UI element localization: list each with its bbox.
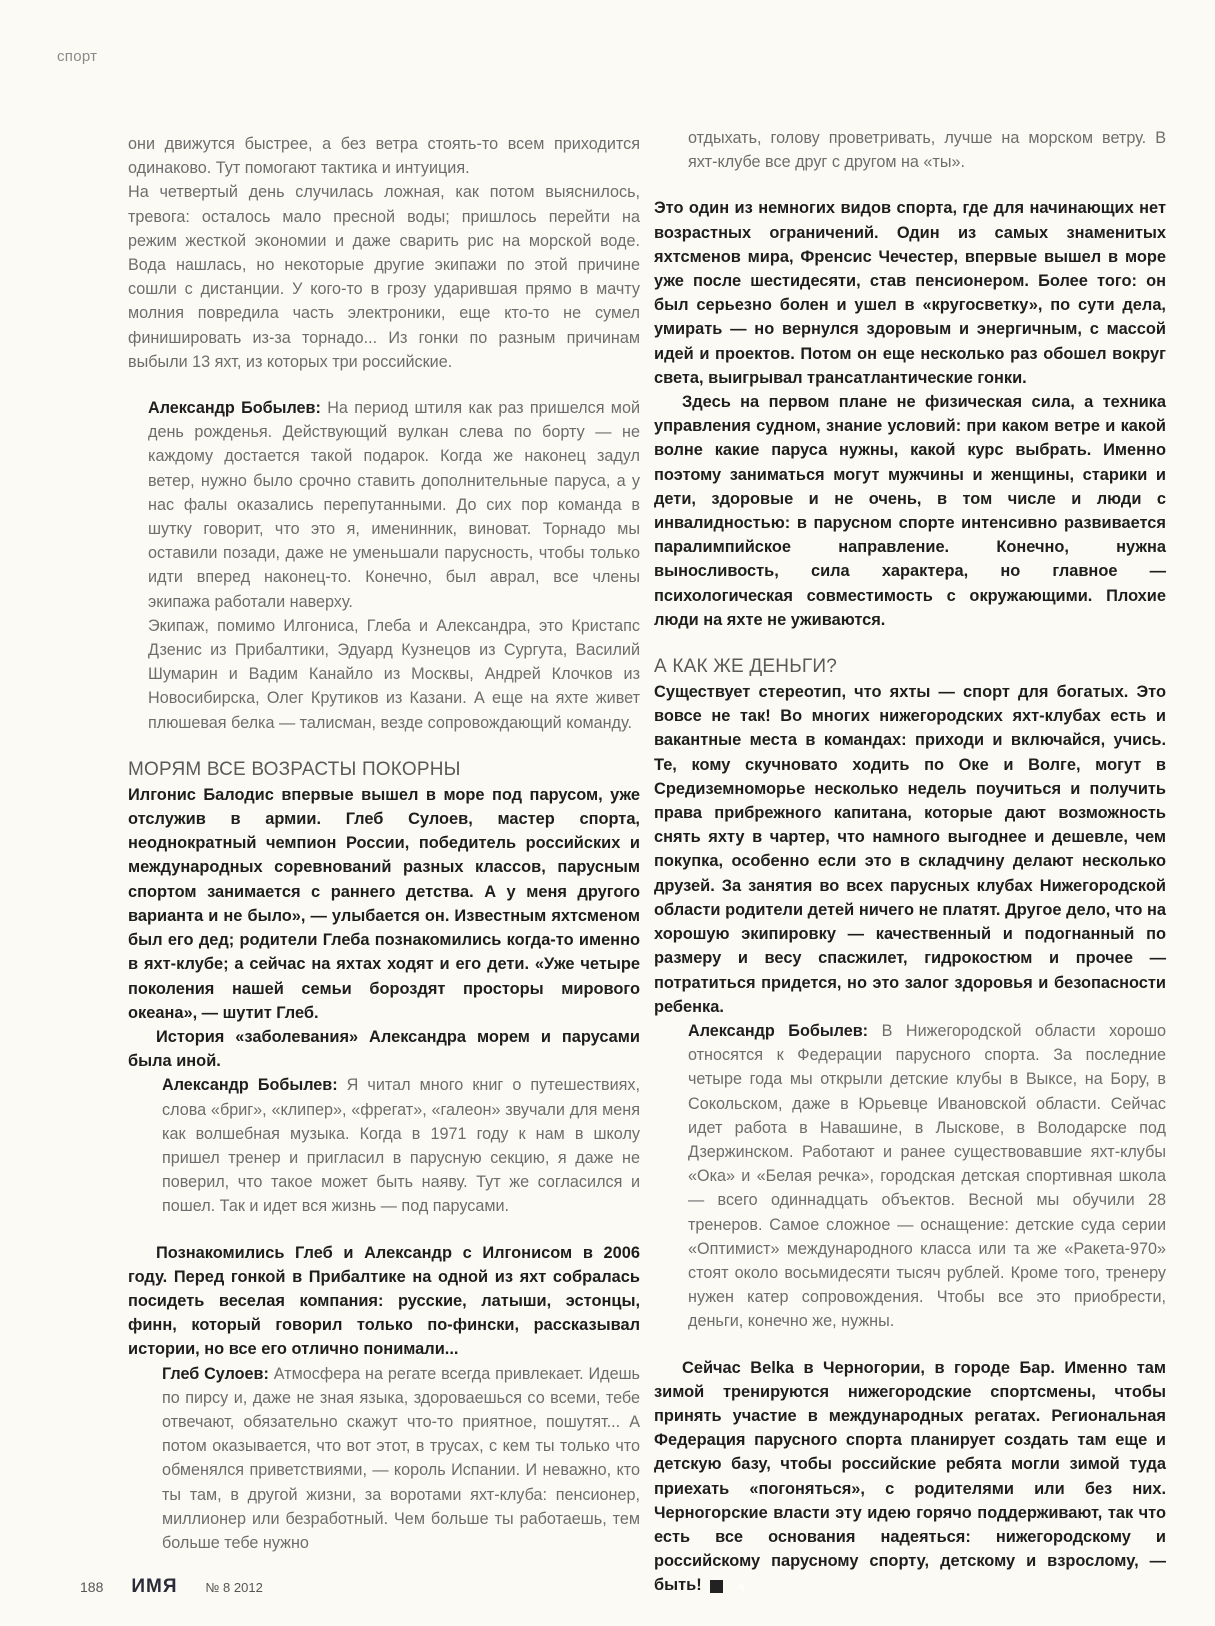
paragraph: Познакомились Глеб и Александр с Илгонисом в 2006 году. Перед гонкой в Прибалтике на одной из яхт собралась посидеть веселая компания: русские, латыши, эстонцы, финн, который говорил только по-фински, рассказывал истории, но все его отлично понимали... [128, 1243, 640, 1359]
quote-paragraph [162, 1362, 640, 1556]
paragraph: Илгонис Балодис впервые вышел в море под парусом, уже отслужив в армии. Глеб Сулоев, мастер спорта, неоднократный чемпион России, победитель российских и международных соревнований разных классов, парусным спортом занимается с раннего детства. А у меня другого варианта и не было», — улыбается он. Известным яхтсменом был его дед; родители Глеба познакомились когда-то именно в яхт-клубе; а сейчас на яхтах ходят и его дети. «Уже четыре поколения нашей семьи бороздят просторы мирового океана», — шутит Глеб. [128, 785, 640, 1022]
speaker-name: Александр Бобылев: [162, 1076, 338, 1095]
issue-info: № 8 2012 [205, 1579, 263, 1595]
paragraph: На четвертый день случилась ложная, как потом выяснилось, тревога: осталось мало пресной воды; пришлось перейти на режим жесткой экономии и даже сварить рис на морской воде. Вода нашлась, но некоторые другие экипажи по этой причине сошли с дистанции. У кого-то в грозу ударившая прямо в мачту молния повредила часть электроники, еще кто-то не сумел финишировать из-за торнадо... Из гонки по разным причинам выбыли 13 яхт, из которых три российские. [128, 183, 640, 371]
quote-block [128, 396, 640, 735]
speaker-name: Александр Бобылев: [688, 1021, 869, 1040]
paragraph: Существует стереотип, что яхты — спорт для богатых. Это вовсе не так! Во многих нижегородских яхт-клубах есть и вакантные места в командах: приходи и включайся, учись. Те, кому скучновато ходить по Оке и Волге, могут в Средиземноморье несколько недель поучиться и получить права прибрежного капитана, которые дают возможность снять яхту в чартер, что намного выгоднее и дешевле, чем покупка, особенно если это в складчину делают несколько друзей. За занятия во всех парусных клубах Нижегородской области родители детей ничего не платят. Другое дело, что на хорошую экипировку — качественный и подогнанный по размеру и весу спасжилет, гидрокостюм и прочее — потратиться придется, но это залог здоровья и безопасности ребенка. [654, 683, 1166, 1016]
section-label: спорт [57, 48, 98, 65]
quote-block [654, 126, 1166, 174]
subheading: МОРЯМ ВСЕ ВОЗРАСТЫ ПОКОРНЫ [128, 758, 461, 780]
quote-block [654, 1019, 1166, 1334]
quote-text: Я читал много книг о путешествиях, слова «бриг», «клипер», «фрегат», «галеон» звучали для меня как волшебная музыка. Когда в 1971 году к нам в школу пришел тренер и пригласил в парусную секцию, я даже не поверил, что такое может быть наяву. Тут же согласился и пошел. Так и идет вся жизнь — под парусами. [162, 1076, 640, 1216]
page-number: 188 [80, 1579, 104, 1595]
left-column [128, 132, 640, 1555]
paragraph: Экипаж, помимо Илгониса, Глеба и Александра, это Кристапс Дзенис из Прибалтики, Эдуард Кузнецов из Сургута, Василий Шумарин и Вадим Канайло из Москвы, Андрей Клочков из Новосибирска, Олег Крутиков из Казани. А еще на яхте живет плюшевая белка — талисман, везде сопровождающий команду. [148, 616, 640, 732]
right-column [654, 126, 1166, 1598]
quote-text: В Нижегородской области хорошо относятся к Федерации парусного спорта. За последние четыре года мы открыли детские клубы в Выксе, на Бору, в Сокольском, даже в Юрьевце Ивановской области. Сейчас идет работа в Навашине, в Лыскове, в Володарске под Дзержинском. Работают и ранее существовавшие яхт-клубы «Ока» и «Белая речка», городская детская спортивная школа — всего одиннадцать объектов. Весной мы обучили 28 тренеров. Самое сложное — оснащение: детские суда серии «Оптимист» международного класса или та же «Ракета-970» стоят около восьмидесяти тысяч рублей. Кроме того, тренеру нужен катер сопровождения. Чтобы все это приобрести, деньги, конечно же, нужны. [688, 1021, 1166, 1331]
paragraph: они движутся быстрее, а без ветра стоять-то всем приходится одинаково. Тут помогают тактика и интуиция. [128, 135, 640, 178]
quote-paragraph [148, 396, 640, 614]
paragraph: История «заболевания» Александра морем и парусами была иной. [128, 1027, 640, 1071]
quote-paragraph [162, 1073, 640, 1218]
quote-text: Атмосфера на регате всегда привлекает. Идешь по пирсу и, даже не зная языка, здороваешься со всеми, тебе отвечают, обязательно скажут что-то приятное, пошутят... А потом оказывается, что вот этот, в трусах, с кем ты только что обменялся приветствиями, — король Испании. И неважно, кто ты там, в другой жизни, за воротами яхт-клуба: пенсионер, миллионер или безработный. Чем больше ты работаешь, тем больше тебе нужно [162, 1364, 640, 1552]
subheading: А КАК ЖЕ ДЕНЬГИ? [654, 656, 837, 678]
end-of-article-icon: ц [710, 1580, 723, 1593]
paragraph [654, 1356, 1166, 1598]
speaker-name: Глеб Сулоев: [162, 1364, 269, 1383]
page-footer [80, 1576, 263, 1598]
paragraph: Здесь на первом плане не физическая сила, а техника управления судном, знание условий: при каком ветре и какой волне какие паруса нужны, какой курс выбрать. Именно поэтому заниматься могут мужчины и женщины, старики и дети, здоровые и не очень, в том числе и люди с инвалидностью: в парусном спорте интенсивно развивается паралимпийское направление. Конечно, нужна выносливость, сила характера, но главное — психологическая совместимость с окружающими. Плохие люди на яхте не уживаются. [654, 393, 1166, 629]
closing-text: Сейчас Belka в Черногории, в городе Бар. Именно там зимой тренируются нижегородские спортсмены, чтобы принять участие в международных регатах. Региональная Федерация парусного спорта планирует создать там еще и детскую базу, чтобы российские ребята могли зимой туда приехать «погоняться», с родителями или без них. Черногорские власти эту идею горячо поддерживают, так что есть все основания надеяться: нижегородскому и российскому парусному спорту, детскому и взрослому, — быть! [654, 1358, 1166, 1595]
quote-block [128, 1362, 640, 1556]
quote-text: На период штиля как раз пришелся мой день рожденья. Действующий вулкан слева по борту — не каждому достается такой подарок. Когда же наконец задул ветер, нужно было срочно ставить дополнительные паруса, а у нас фалы оказались перепутанными. До сих пор команда в шутку говорит, что это я, именинник, виноват. Торнадо мы оставили позади, даже не уменьшали парусность, чтобы только идти вперед наконец-то. Конечно, был аврал, все члены экипажа работали наверху. [148, 399, 640, 611]
quote-paragraph [688, 1019, 1166, 1334]
paragraph: Это один из немногих видов спорта, где для начинающих нет возрастных ограничений. Один из самых знаменитых яхтсменов мира, Френсис Чечестер, впервые вышел в море уже после шестидесяти, став пенсионером. Более того: он был серьезно болен и ушел в «кругосветку», по сути дела, умирать — но вернулся здоровым и энергичным, с массой идей и проектов. Потом он еще несколько раз обошел вокруг света, выигрывал трансатлантические гонки. [654, 199, 1166, 387]
magazine-logo: ИМЯ [131, 1576, 178, 1597]
speaker-name: Александр Бобылев: [148, 399, 321, 418]
quote-block [128, 1073, 640, 1218]
quote-continuation: отдыхать, голову проветривать, лучше на морском ветру. В яхт-клубе все друг с другом на «ты». [688, 129, 1166, 172]
